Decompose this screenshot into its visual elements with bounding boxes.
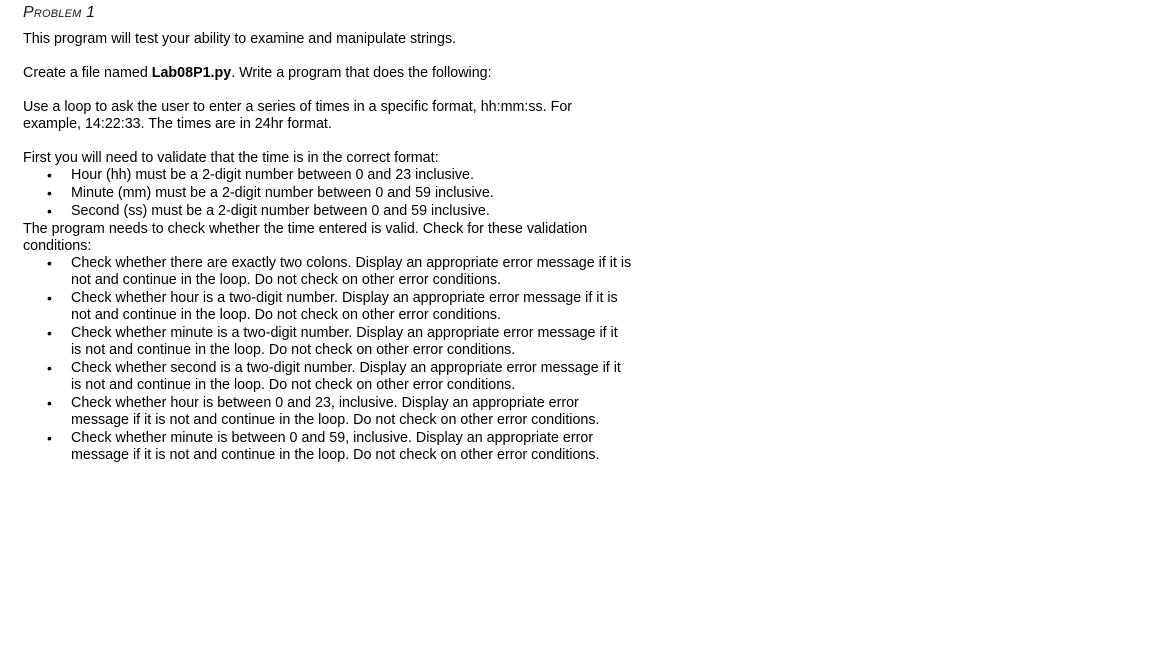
bullet-icon: • xyxy=(47,360,52,376)
bullet-icon: • xyxy=(47,167,52,183)
list-item xyxy=(23,290,653,324)
validation-checks-list xyxy=(23,255,653,464)
check-line-2: not and continue in the loop. Do not check on other error conditions. xyxy=(71,272,501,288)
loop-line-2: example, 14:22:33. The times are in 24hr format. xyxy=(23,116,332,132)
check-line-2: message if it is not and continue in the loop. Do not check on other error conditions. xyxy=(71,412,600,428)
format-rule-text: Second (ss) must be a 2-digit number between 0 and 59 inclusive. xyxy=(71,203,490,219)
check-intro-line-1: The program needs to check whether the time entered is valid. Check for these validation xyxy=(23,221,588,237)
create-file-paragraph xyxy=(23,65,653,82)
check-intro xyxy=(23,221,653,255)
loop-line-1: Use a loop to ask the user to enter a series of times in a specific format, hh:mm:ss. For xyxy=(23,99,573,115)
intro-paragraph: This program will test your ability to examine and manipulate strings. xyxy=(23,31,457,47)
check-line-2: not and continue in the loop. Do not check on other error conditions. xyxy=(71,307,501,323)
check-line-1: Check whether there are exactly two colons. Display an appropriate error message if it is xyxy=(71,255,632,271)
list-item xyxy=(23,325,653,359)
loop-paragraph xyxy=(23,99,653,133)
format-rules-list xyxy=(23,167,653,220)
check-line-1: Check whether hour is between 0 and 23, inclusive. Display an appropriate error xyxy=(71,395,579,411)
format-rule-text: Hour (hh) must be a 2-digit number between 0 and 23 inclusive. xyxy=(71,167,474,183)
problem-heading: Problem 1 xyxy=(23,4,96,21)
check-line-2: message if it is not and continue in the loop. Do not check on other error conditions. xyxy=(71,447,600,463)
check-line-1: Check whether minute is between 0 and 59, inclusive. Display an appropriate error xyxy=(71,430,594,446)
check-line-1: Check whether hour is a two-digit number. Display an appropriate error message if it is xyxy=(71,290,618,306)
check-line-1: Check whether minute is a two-digit number. Display an appropriate error message if it xyxy=(71,325,618,341)
check-intro-line-2: conditions: xyxy=(23,238,92,254)
list-item xyxy=(23,185,653,202)
document-body xyxy=(23,4,653,465)
list-item xyxy=(23,395,653,429)
list-item xyxy=(23,167,653,184)
check-line-1: Check whether second is a two-digit number. Display an appropriate error message if it xyxy=(71,360,621,376)
list-item xyxy=(23,203,653,220)
bullet-icon: • xyxy=(47,255,52,271)
bullet-icon: • xyxy=(47,290,52,306)
filename: Lab08P1.py xyxy=(151,65,232,81)
bullet-icon: • xyxy=(47,325,52,341)
list-item xyxy=(23,430,653,464)
bullet-icon: • xyxy=(47,430,52,446)
format-rule-text: Minute (mm) must be a 2-digit number between 0 and 59 inclusive. xyxy=(71,185,494,201)
check-line-2: is not and continue in the loop. Do not check on other error conditions. xyxy=(71,342,516,358)
create-prefix: Create a file named xyxy=(23,65,152,81)
bullet-icon: • xyxy=(47,395,52,411)
bullet-icon: • xyxy=(47,203,52,219)
create-suffix: . Write a program that does the following: xyxy=(231,65,492,81)
validate-intro: First you will need to validate that the time is in the correct format: xyxy=(23,150,439,166)
bullet-icon: • xyxy=(47,185,52,201)
list-item xyxy=(23,360,653,394)
list-item xyxy=(23,255,653,289)
check-line-2: is not and continue in the loop. Do not check on other error conditions. xyxy=(71,377,516,393)
